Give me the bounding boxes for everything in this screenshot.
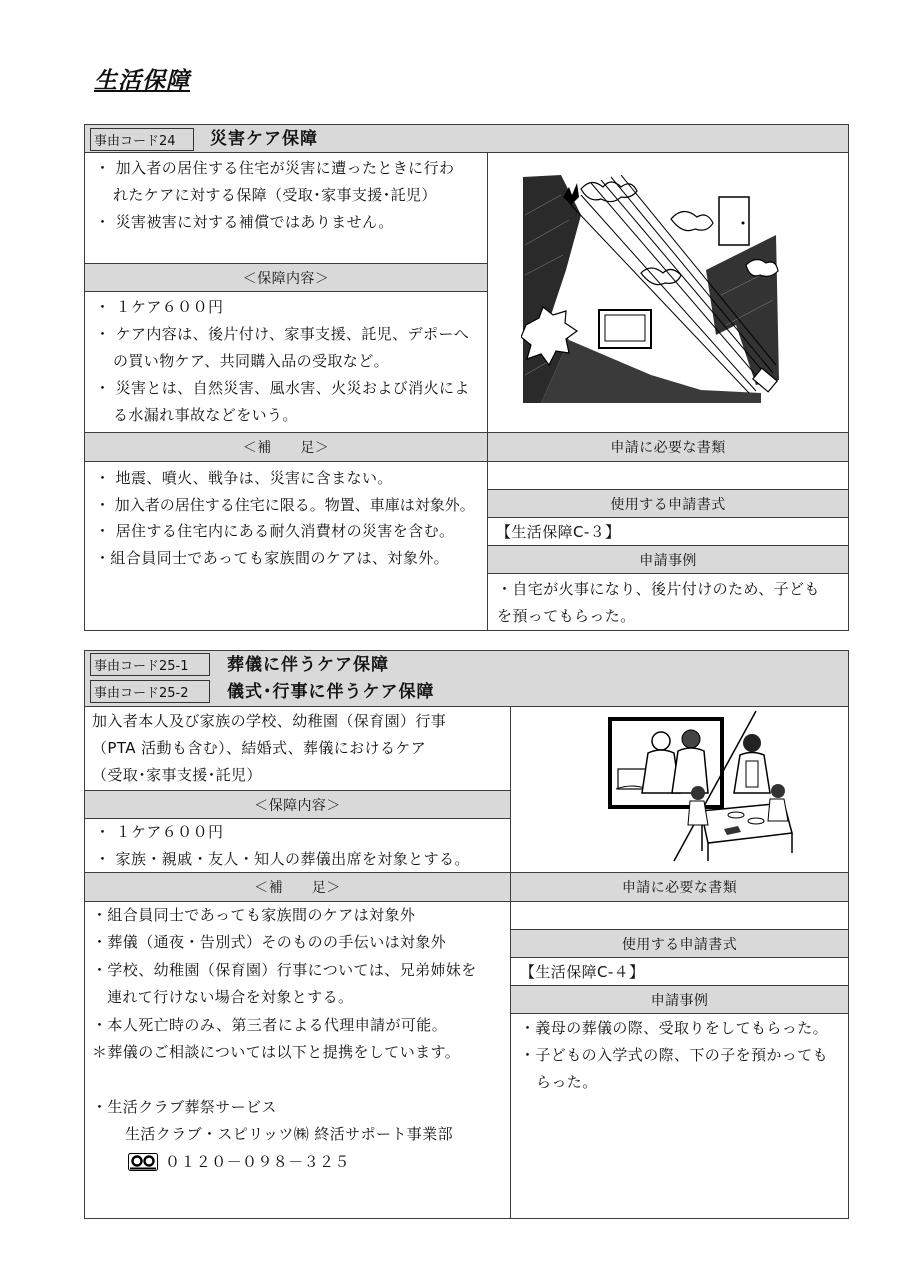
section1-coverage-header: ＜保障内容＞ (84, 263, 488, 292)
partner-phone-row (92, 1149, 510, 1176)
freedial-icon (128, 1153, 158, 1171)
section1-illustration-cell (487, 152, 849, 433)
partner-label: ・生活クラブ葬祭サービス (92, 1097, 277, 1116)
note-line: ・ 地震、噴火、戦争は、災害に含まない。 (95, 469, 393, 487)
section2-title-2: 儀式･行事に伴うケア保障 (227, 682, 435, 702)
reason-code-box: 事由コード25-2 (90, 680, 210, 703)
coverage-line: ・ ケア内容は、後片付け、家事支援、託児、デポーへ (95, 325, 470, 343)
note-line: ・ 加入者の居住する住宅に限る。物置、車庫は対象外。 (95, 495, 475, 514)
coverage-line: ・ １ケア６００円 (95, 823, 224, 841)
description-line: ・ 災害被害に対する補償ではありません。 (95, 213, 394, 231)
example-line: を預ってもらった。 (497, 607, 636, 625)
note-line: ・ 居住する住宅内にある耐久消費材の災害を含む。 (95, 522, 455, 541)
coverage-line: ・ 災害とは、自然災害、風水害、火災および消火によ (95, 379, 470, 397)
section2-notes-header: ＜補 足＞ (84, 872, 511, 902)
example-line: ・自宅が火事になり、後片付けのため、子ども (497, 580, 820, 598)
section2-notes (84, 901, 511, 1219)
partner-phone-number: ０１２０－０９８－３２５ (165, 1152, 350, 1171)
section2-title-1: 葬儀に伴うケア保障 (227, 655, 389, 675)
section2-example-header: 申請事例 (510, 985, 849, 1014)
section1-title: 災害ケア保障 (210, 129, 318, 149)
fire-disaster-illustration (521, 175, 781, 405)
blank-line (92, 1066, 510, 1093)
coverage-line: ・ 家族・親戚・友人・知人の葬儀出席を対象とする。 (95, 850, 470, 868)
section2-illustration-cell (510, 706, 849, 873)
example-line: らった。 (536, 1073, 598, 1091)
description-line: （PTA 活動も含む）、結婚式、葬儀におけるケア (92, 739, 427, 757)
section1-examples (487, 573, 849, 631)
note-line: ・組合員同士であっても家族間のケアは対象外 (92, 906, 416, 924)
description-line: れたケアに対する保障（受取･家事支援･託児） (113, 186, 437, 204)
description-line: （受取･家事支援･託児） (92, 766, 262, 784)
section1-example-header: 申請事例 (487, 545, 849, 574)
coverage-line: の買い物ケア、共同購入品の受取など。 (113, 352, 390, 370)
section2-header (84, 650, 849, 707)
section1-coverage (84, 291, 488, 433)
partner-company: 生活クラブ・スピリッツ㈱ 終活サポート事業部 (125, 1125, 453, 1144)
description-line: ・ 加入者の居住する住宅が災害に遭ったときに行わ (95, 159, 455, 177)
note-line: ＊葬儀のご相談については以下と提携をしています。 (92, 1043, 461, 1062)
section1-notes-header: ＜補 足＞ (84, 432, 488, 462)
section2-form-header: 使用する申請書式 (510, 929, 849, 958)
reason-code-box: 事由コード25-1 (90, 653, 210, 676)
section2-description (84, 706, 511, 791)
coverage-line: る水漏れ事故などをいう。 (113, 406, 298, 424)
coverage-line: ・ １ケア６００円 (95, 298, 224, 316)
section1-notes (84, 461, 488, 631)
section2-examples (510, 1013, 849, 1219)
note-line: 連れて行けない場合を対象とする。 (107, 988, 354, 1007)
note-line: ・組合員同士であっても家族間のケアは、対象外。 (95, 549, 450, 568)
note-line: ・本人死亡時のみ、第三者による代理申請が可能。 (92, 1015, 448, 1034)
funeral-ceremony-illustration (606, 711, 796, 863)
section1-form-value: 【生活保障C-３】 (487, 517, 849, 546)
note-line: ・葬儀（通夜・告別式）そのものの手伝いは対象外 (92, 933, 447, 952)
section1-required-docs-header: 申請に必要な書類 (487, 432, 849, 462)
section2-form-value: 【生活保障C-４】 (510, 957, 849, 986)
section2-coverage (84, 818, 511, 873)
description-line: 加入者本人及び家族の学校、幼稚園（保育園）行事 (92, 712, 447, 730)
section1-description (84, 152, 488, 264)
section2-required-docs (510, 901, 849, 930)
section2-required-docs-header: 申請に必要な書類 (510, 872, 849, 902)
reason-code-box: 事由コード24 (90, 128, 194, 151)
section1-header (84, 124, 849, 153)
example-line: ・子どもの入学式の際、下の子を預かっても (520, 1046, 829, 1064)
note-line: ・学校、幼稚園（保育園）行事については、兄弟姉妹を (92, 960, 477, 979)
section2-coverage-header: ＜保障内容＞ (84, 790, 511, 819)
example-line: ・義母の葬儀の際、受取りをしてもらった。 (520, 1019, 829, 1037)
section1-required-docs (487, 461, 849, 490)
section1-form-header: 使用する申請書式 (487, 489, 849, 518)
page-title: 生活保障 (94, 68, 190, 94)
